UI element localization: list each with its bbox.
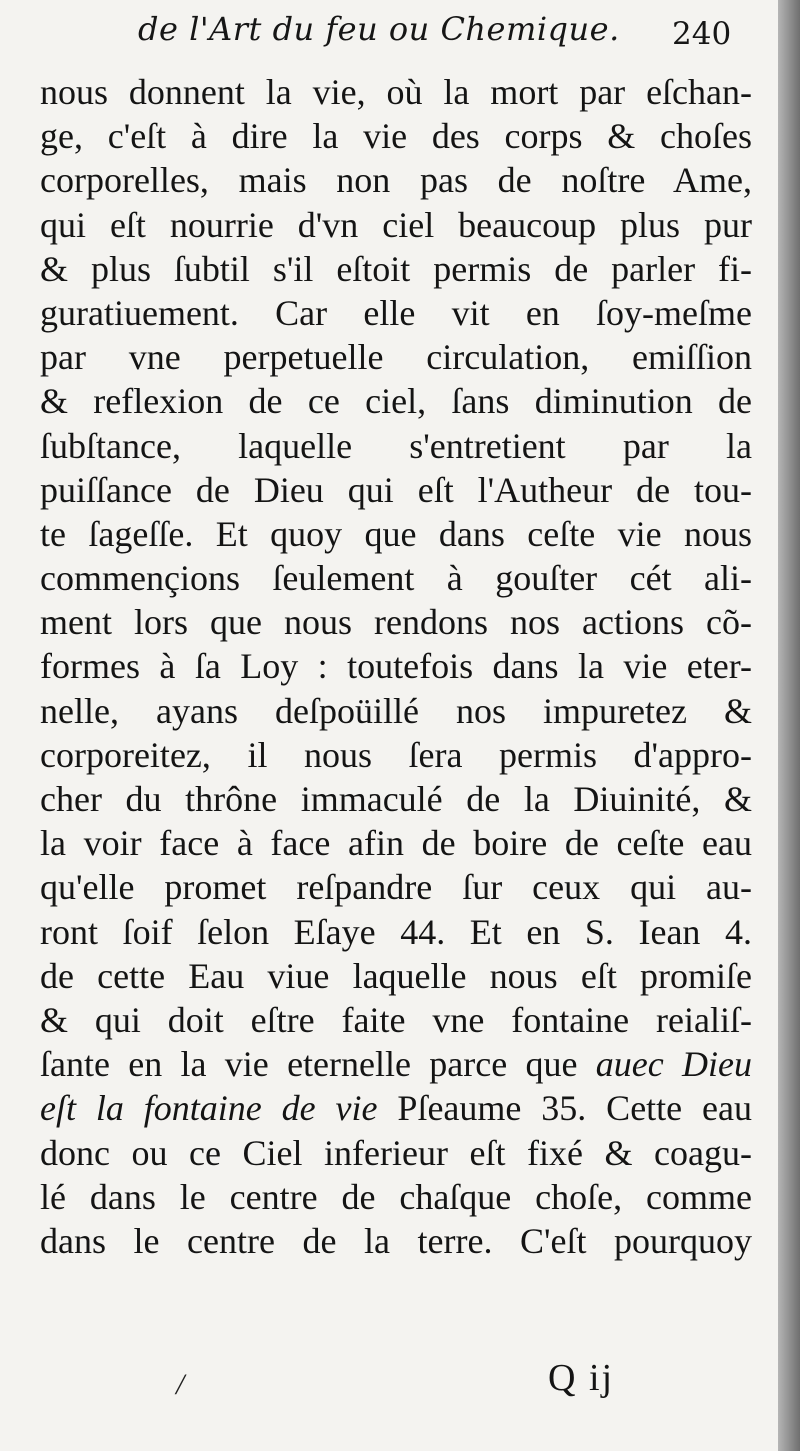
text-line: & plus ſubtil s'il eſtoit permis de parler fi- bbox=[40, 248, 752, 289]
italic-quotation: eſt la fontaine de vie bbox=[40, 1088, 378, 1129]
text-line: & qui doit eſtre faite vne fontaine reialiſ- bbox=[40, 999, 752, 1040]
text-line: nelle, ayans deſpoüillé nos impuretez & bbox=[40, 690, 752, 731]
page-gutter-shadow bbox=[778, 0, 800, 1451]
text-line: par vne perpetuelle circulation, emiſſion bbox=[40, 337, 752, 378]
text-line: puiſſance de Dieu qui eſt l'Autheur de tou- bbox=[40, 469, 752, 510]
text-line: qu'elle promet reſpandre ſur ceux qui au- bbox=[40, 867, 752, 908]
text-line: la voir face à face afin de boire de ceſte eau bbox=[40, 823, 752, 864]
text-line: te ſageſſe. Et quoy que dans ceſte vie nous bbox=[40, 513, 752, 554]
text-line: ront ſoif ſelon Eſaye 44. Et en S. Iean 4. bbox=[40, 911, 752, 952]
text-line: qui eſt nourrie d'vn ciel beaucoup plus pur bbox=[40, 204, 752, 245]
body-text bbox=[40, 70, 752, 1263]
text-line: guratiuement. Car elle vit en ſoy-meſme bbox=[40, 292, 752, 333]
text-line: donc ou ce Ciel inferieur eſt fixé & coagu- bbox=[40, 1132, 752, 1173]
text-line: ge, c'eſt à dire la vie des corps & choſes bbox=[40, 116, 752, 157]
text-line: corporelles, mais non pas de noſtre Ame, bbox=[40, 160, 752, 201]
signature-mark: Q ij bbox=[548, 1357, 615, 1399]
text-segment: Pſeaume 35. Cette eau bbox=[397, 1088, 752, 1129]
page-number: 240 bbox=[672, 16, 732, 52]
text-line: nous donnent la vie, où la mort par eſchan- bbox=[40, 72, 752, 112]
text-line: de cette Eau viue laquelle nous eſt promiſe bbox=[40, 955, 752, 996]
italic-quotation: auec Dieu bbox=[595, 1044, 752, 1085]
text-line: cher du thrône immaculé de la Diuinité, & bbox=[40, 779, 752, 819]
text-line: corporeitez, il nous ſera permis d'appro- bbox=[40, 734, 752, 775]
text-line: ment lors que nous rendons nos actions cõ- bbox=[40, 602, 752, 643]
text-line: dans le centre de la terre. C'eſt pourquoy bbox=[40, 1220, 752, 1261]
text-line: & reflexion de ce ciel, ſans diminution de bbox=[40, 381, 752, 422]
text-line: formes à ſa Loy : toutefois dans la vie eter- bbox=[40, 646, 752, 687]
text-line: commençions ſeulement à gouſter cét ali- bbox=[40, 558, 752, 599]
text-segment: ſante en la vie eternelle parce que bbox=[40, 1044, 578, 1085]
margin-mark: / bbox=[176, 1368, 185, 1401]
text-line bbox=[40, 1042, 752, 1086]
text-line bbox=[40, 1086, 752, 1130]
text-line: ſubſtance, laquelle s'entretient par la bbox=[40, 425, 752, 466]
running-title: de l'Art du feu ou Chemique. bbox=[138, 10, 620, 48]
text-line: lé dans le centre de chaſque choſe, comme bbox=[40, 1176, 752, 1217]
